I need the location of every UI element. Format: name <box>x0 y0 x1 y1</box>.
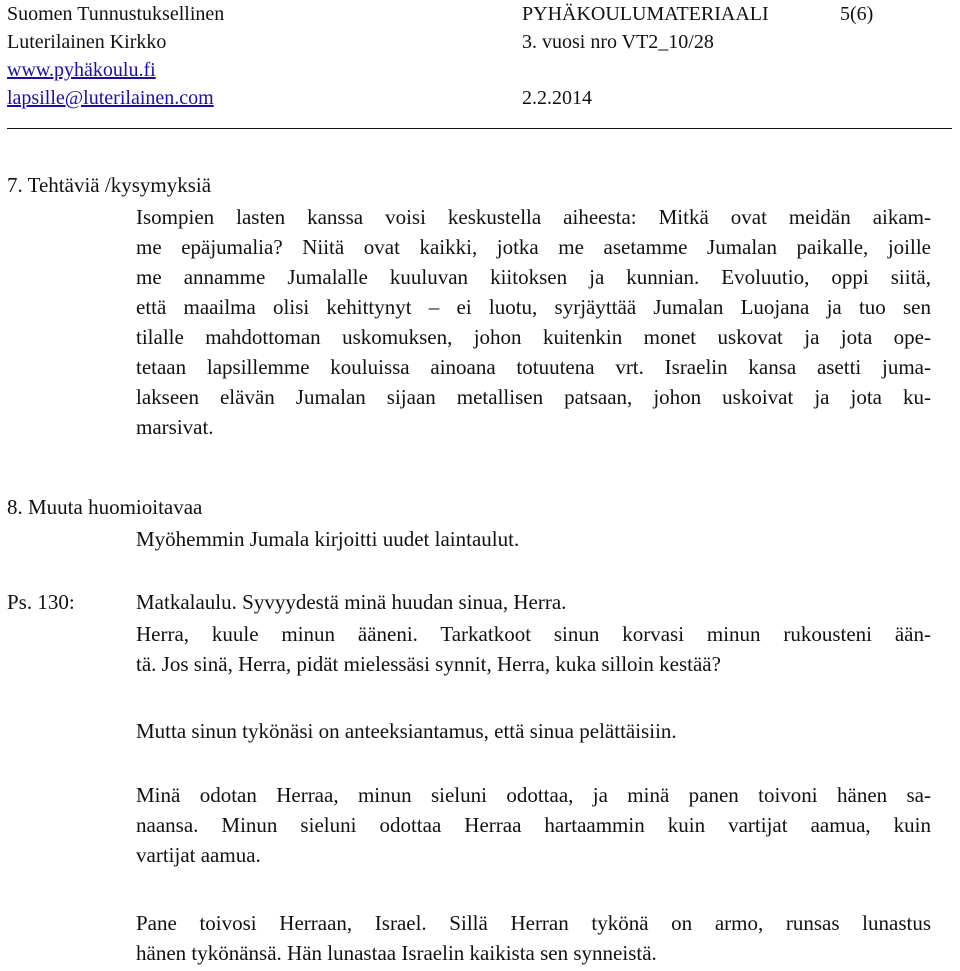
document-header <box>7 0 953 112</box>
psalm-verse-3 <box>136 716 677 746</box>
section-7-line: tetaan lapsillemme kouluissa ainoana totuutena vrt. Israelin kansa asetti juma- <box>136 355 931 379</box>
psalm-verse-1 <box>136 587 566 617</box>
website-link[interactable]: www.pyhäkoulu.fi <box>7 59 156 81</box>
lesson-id: 3. vuosi nro VT2_10/28 <box>522 31 714 53</box>
material-title: PYHÄKOULUMATERIAALI <box>522 3 769 25</box>
section-7-title: 7. Tehtäviä /kysymyksiä <box>7 173 212 197</box>
section-7-line: me annamme Jumalalle kuuluvan kiitoksen ja kunnian. Evoluutio, oppi siitä, <box>136 265 931 289</box>
document-date: 2.2.2014 <box>522 87 592 109</box>
section-8-body <box>136 524 519 554</box>
psalm-label: Ps. 130: <box>7 590 75 614</box>
header-row-2 <box>7 28 953 56</box>
psalm-verse-2 <box>136 619 931 679</box>
psalm-line: Matkalaulu. Syvyydestä minä huudan sinua, Herra. <box>136 590 567 614</box>
church-name: Luterilainen Kirkko <box>7 31 167 53</box>
header-row-4 <box>7 84 953 112</box>
page-number: 5(6) <box>840 3 874 25</box>
psalm-line: tä. Jos sinä, Herra, pidät mielessäsi synnit, Herra, kuka silloin kestää? <box>136 652 721 676</box>
psalm-verse-5 <box>136 908 931 968</box>
section-7-line: Isompien lasten kanssa voisi keskustella aiheesta: Mitkä ovat meidän aikam- <box>136 205 931 229</box>
email-link[interactable]: lapsille@luterilainen.com <box>7 87 214 109</box>
section-7-line: marsivat. <box>136 415 214 439</box>
psalm-line: hänen tykönänsä. Hän lunastaa Israelin kaikista sen synneistä. <box>136 941 657 965</box>
header-row-3 <box>7 56 953 84</box>
psalm-line: Pane toivosi Herraan, Israel. Sillä Herran tykönä on armo, runsas lunastus <box>136 911 931 935</box>
section-7-line: tilalle mahdottoman uskomuksen, johon kuitenkin monet uskovat ja jota ope- <box>136 325 931 349</box>
header-divider <box>7 128 952 129</box>
psalm-line: vartijat aamua. <box>136 843 261 867</box>
psalm-line: Herra, kuule minun ääneni. Tarkatkoot sinun korvasi minun rukousteni ään- <box>136 622 931 646</box>
psalm-line: Mutta sinun tykönäsi on anteeksiantamus, että sinua pelättäisiin. <box>136 719 677 743</box>
psalm-line: naansa. Minun sieluni odottaa Herraa hartaammin kuin vartijat aamua, kuin <box>136 813 931 837</box>
section-7-line: me epäjumalia? Niitä ovat kaikki, jotka me asetamme Jumalan paikalle, joille <box>136 235 931 259</box>
section-8-text: Myöhemmin Jumala kirjoitti uudet laintaulut. <box>136 527 520 551</box>
org-name: Suomen Tunnustuksellinen <box>7 3 225 25</box>
section-7-line: että maailma olisi kehittynyt – ei luotu, syrjäyttää Jumalan Luojana ja tuo sen <box>136 295 931 319</box>
psalm-verse-4 <box>136 780 931 870</box>
header-row-1 <box>7 0 953 28</box>
section-7-body <box>136 202 931 442</box>
section-8-title: 8. Muuta huomioitavaa <box>7 495 203 519</box>
section-7-line: lakseen elävän Jumalan sijaan metallisen patsaan, johon uskoivat ja jota ku- <box>136 385 931 409</box>
psalm-line: Minä odotan Herraa, minun sieluni odottaa, ja minä panen toivoni hänen sa- <box>136 783 931 807</box>
